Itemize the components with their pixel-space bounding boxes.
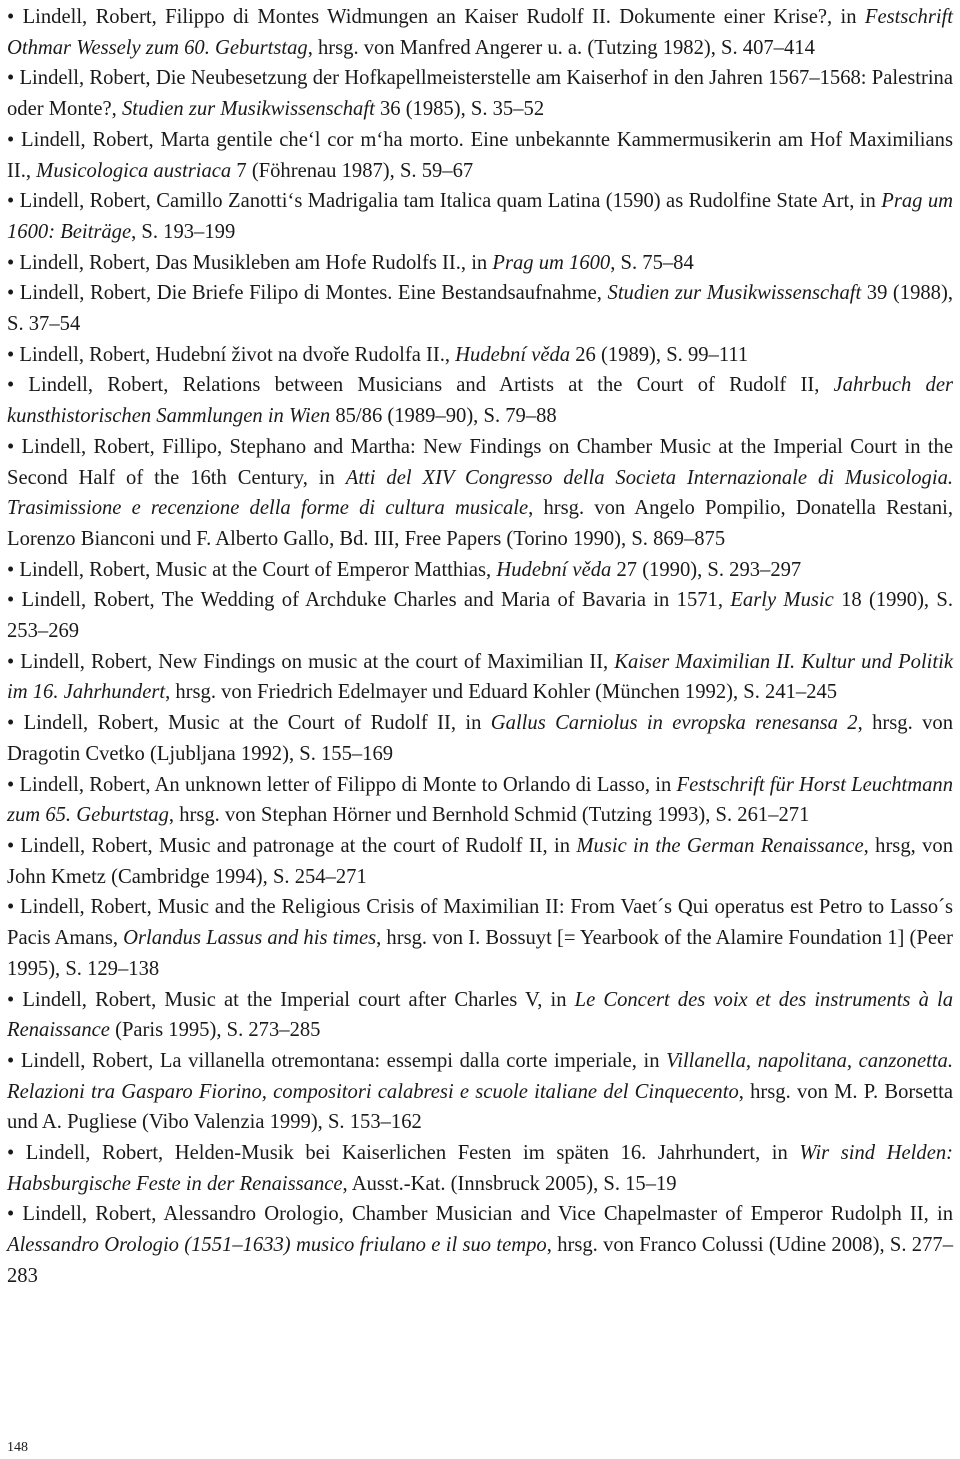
entry-text: • Lindell, Robert, Marta gentile che‘l cor m‘ha morto. Eine unbekannte Kammermusikerin am Hof Maximilians II., — [7, 128, 953, 182]
entry-text: , hrsg. von Dragotin Cvetko (Ljubljana 1992), S. 155–169 — [7, 712, 954, 765]
entry-text: • Lindell, Robert, Die Neubesetzung der Hofkapellmeisterstelle am Kaiserhof in den Jahren 1567–1568: Palestrina oder Monte?, — [7, 67, 953, 121]
entry-title-italic: Hudební věda — [496, 558, 612, 581]
bibliography-entry — [7, 125, 953, 186]
entry-text: • Lindell, Robert, Music at the Court of Emperor Matthias, — [7, 558, 497, 581]
entry-title-italic: Jahrbuch der kunsthistorischen Sammlungen in Wien — [7, 374, 953, 428]
entry-text: • Lindell, Robert, Music at the Court of Rudolf II, in — [7, 712, 491, 735]
entry-title-italic: Le Concert des voix et des instruments à la Renaissance — [7, 988, 953, 1042]
entry-text: , hrsg. von Franco Colussi (Udine 2008), S. 277–283 — [7, 1234, 953, 1287]
entry-title-italic: Villanella, napolitana, canzonetta. Relazioni tra Gasparo Fiorino, compositori calabresi e scuole italiane del Cinquecento — [7, 1049, 953, 1103]
entry-title-italic: Orlandus Lassus and his times — [123, 927, 377, 950]
entry-text: • Lindell, Robert, Fillipo, Stephano and Martha: New Findings on Chamber Music at the Imperial Court in the Second Half of the 16th Century, in — [7, 435, 953, 489]
entry-title-italic: Prag um 1600: Beiträge — [7, 190, 953, 243]
page-number: 148 — [7, 1440, 28, 1455]
entry-text: • Lindell, Robert, Music and patronage at the court of Rudolf II, in — [7, 834, 577, 857]
entry-text: • Lindell, Robert, La villanella otremontana: essempi dalla corte imperiale, in — [7, 1049, 667, 1072]
bibliography-entry — [7, 585, 953, 646]
entry-text: • Lindell, Robert, Hudební život na dvoře Rudolfa II., — [7, 343, 456, 366]
entry-text: 26 (1989), S. 99–111 — [570, 343, 749, 366]
entry-text: • Lindell, Robert, Relations between Musicians and Artists at the Court of Rudolf II, — [7, 374, 834, 397]
entry-text: , S. 193–199 — [131, 220, 236, 243]
entry-title-italic: Early Music — [730, 589, 834, 612]
entry-text: , hrsg. von Stephan Hörner und Bernhold Schmid (Tutzing 1993), S. 261–271 — [168, 804, 810, 827]
entry-text: • Lindell, Robert, New Findings on music at the court of Maximilian II, — [7, 650, 615, 673]
entry-text: • Lindell, Robert, Helden-Musik bei Kaiserlichen Festen im späten 16. Jahrhundert, in — [7, 1142, 800, 1165]
bibliography-entry — [7, 647, 953, 708]
bibliography-entry — [7, 2, 953, 63]
entry-text: • Lindell, Robert, Das Musikleben am Hofe Rudolfs II., in — [7, 251, 493, 274]
bibliography-entry — [7, 278, 953, 339]
entry-title-italic: Musicologica austriaca — [36, 159, 232, 182]
entry-text: • Lindell, Robert, Die Briefe Filipo di Montes. Eine Bestandsaufnahme, — [7, 282, 608, 305]
bibliography-entry — [7, 708, 953, 769]
entry-title-italic: Gallus Carniolus in evropska renesansa 2 — [490, 712, 858, 735]
entry-text: , hrsg. von M. P. Borsetta und A. Pugliese (Vibo Valenzia 1999), S. 153–162 — [7, 1080, 953, 1134]
entry-text: , hrsg. von Friedrich Edelmayer und Eduard Kohler (München 1992), S. 241–245 — [165, 681, 838, 704]
bibliography-page — [7, 0, 953, 1292]
entry-text: 27 (1990), S. 293–297 — [611, 558, 802, 581]
entry-title-italic: Studien zur Musikwissenschaft — [121, 98, 375, 121]
bibliography-entry — [7, 985, 953, 1046]
bibliography-entry — [7, 186, 953, 247]
entry-text: , S. 75–84 — [610, 251, 694, 274]
entry-text: , hrsg, von John Kmetz (Cambridge 1994), S. 254–271 — [7, 834, 953, 888]
entry-title-italic: Hudební věda — [455, 343, 571, 366]
entry-text: • Lindell, Robert, Camillo Zanotti‘s Madrigalia tam Italica quam Latina (1590) as Rudolfine State Art, in — [7, 190, 882, 213]
entry-text: , hrsg. von Angelo Pompilio, Donatella Restani, Lorenzo Bianconi und F. Alberto Gallo, Bd. III, Free Papers (Torino 1990), S. 869–875 — [7, 497, 953, 550]
entry-title-italic: Studien zur Musikwissenschaft — [607, 282, 862, 305]
bibliography-entry — [7, 340, 953, 371]
bibliography-entry — [7, 892, 953, 984]
entry-text: , hrsg. von Manfred Angerer u. a. (Tutzing 1982), S. 407–414 — [307, 36, 815, 59]
bibliography-entry — [7, 63, 953, 124]
entry-title-italic: Festschrift Othmar Wessely zum 60. Geburtstag — [7, 6, 953, 59]
entry-text: , hrsg. von I. Bossuyt [= Yearbook of the Alamire Foundation 1] (Peer 1995), S. 129–138 — [7, 927, 954, 980]
entry-title-italic: Prag um 1600 — [492, 251, 611, 274]
entry-text: • Lindell, Robert, Music at the Imperial court after Charles V, in — [7, 988, 575, 1011]
bibliography-entry — [7, 1199, 953, 1291]
entry-title-italic: Alessandro Orologio (1551–1633) musico friulano e il suo tempo — [7, 1234, 547, 1257]
bibliography-entry — [7, 1138, 953, 1199]
bibliography-entry — [7, 770, 953, 831]
bibliography-entry — [7, 555, 953, 586]
entry-title-italic: Atti del XIV Congresso della Societa Internazionale di Musicologia. Trasimissione e recenzione della forme di cultura musicale — [7, 466, 954, 520]
entry-text: 39 (1988), S. 37–54 — [7, 282, 953, 336]
entry-text: • Lindell, Robert, The Wedding of Archduke Charles and Maria of Bavaria in 1571, — [7, 589, 731, 612]
bibliography-entry — [7, 432, 953, 555]
entry-text: 36 (1985), S. 35–52 — [374, 98, 545, 121]
entry-text: • Lindell, Robert, Alessandro Orologio, Chamber Musician and Vice Chapelmaster of Emperor Rudolph II, in — [7, 1203, 953, 1226]
entry-text: (Paris 1995), S. 273–285 — [109, 1019, 321, 1042]
bibliography-entry — [7, 370, 953, 431]
entry-title-italic: Festschrift für Horst Leuchtmann zum 65. Geburtstag — [7, 773, 954, 827]
bibliography-entry — [7, 1046, 953, 1138]
entry-title-italic: Wir sind Helden: Habsburgische Feste in der Renaissance — [7, 1142, 953, 1195]
entry-text: , Ausst.-Kat. (Innsbruck 2005), S. 15–19 — [342, 1172, 677, 1195]
entry-text: 18 (1990), S. 253–269 — [7, 589, 954, 643]
bibliography-entry — [7, 248, 953, 279]
entry-text: • Lindell, Robert, Music and the Religious Crisis of Maximilian II: From Vaet´s Qui operatus est Petro to Lasso´s Pacis Amans, — [7, 896, 953, 950]
bibliography-entry — [7, 831, 953, 892]
entry-text: 85/86 (1989–90), S. 79–88 — [330, 405, 557, 428]
entry-text: • Lindell, Robert, Filippo di Montes Widmungen an Kaiser Rudolf II. Dokumente einer Krise?, in — [7, 6, 865, 28]
entry-text: 7 (Föhrenau 1987), S. 59–67 — [231, 159, 474, 182]
bibliography-list — [7, 2, 953, 1292]
entry-title-italic: Kaiser Maximilian II. Kultur und Politik im 16. Jahrhundert — [7, 650, 953, 704]
entry-title-italic: Music in the German Renaissance — [576, 834, 864, 857]
entry-text: • Lindell, Robert, An unknown letter of Filippo di Monte to Orlando di Lasso, in — [7, 773, 677, 796]
